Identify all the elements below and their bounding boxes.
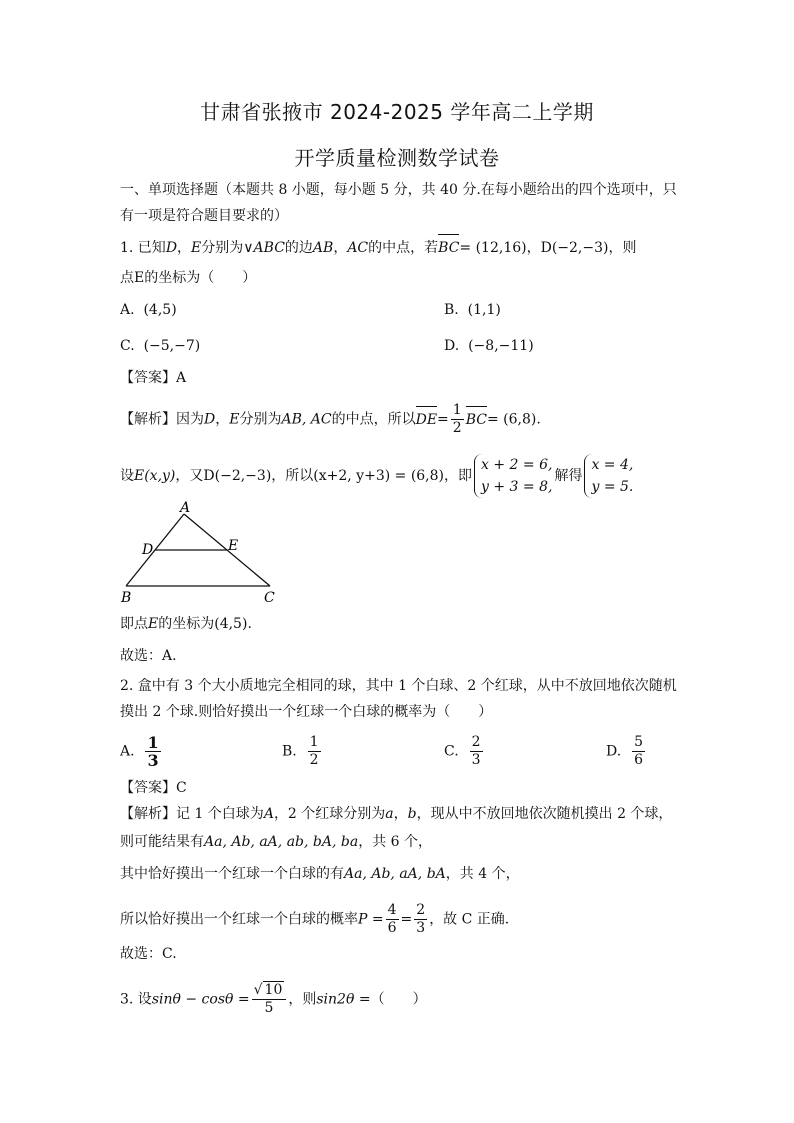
q3-stem: 3. 设sinθ − cosθ = $\frac{√ 10}{5}$ ，则sin2θ =（ ）	[120, 982, 427, 1016]
q2-answer: 【答案】C	[120, 780, 187, 796]
title-line-1: 甘肃省张掖市 2024-2025 学年高二上学期	[200, 100, 594, 124]
q2-analysis-line-1: 【解析】记 1 个白球为A，2 个红球分别为a，b，现从中不放回地依次随机摸出 2 个球，	[120, 806, 673, 822]
q1-stem-line-2: 点E的坐标为（ ）	[120, 270, 257, 286]
q1-analysis-line-3: 即点E的坐标为(4,5).	[120, 616, 252, 632]
q1-stem-line-1: 1. 已知D，E分别为∨ABC的边AB，AC的中点，若BC= (12,16)，D(−2,−3)，则	[120, 240, 637, 256]
q2-choose: 故选：C.	[120, 946, 177, 962]
q2-stem-line-1: 2. 盒中有 3 个大小质地完全相同的球，其中 1 个白球、2 个红球，从中不放回地依次随机	[120, 678, 677, 694]
vector-bc-2: BC	[465, 411, 487, 428]
q2-option-a: A. $\frac{1}{3}$	[120, 733, 159, 770]
q2-analysis-line-3: 其中恰好摸出一个红球一个白球的有Aa, Ab, aA, bA，共 4 个，	[120, 866, 520, 882]
q1-answer: 【答案】A	[120, 370, 187, 386]
triangle-figure	[118, 500, 288, 608]
section-heading-line-2: 有一项是符合题目要求的）	[120, 208, 288, 224]
q1-option-c: C. (−5,−7)	[120, 338, 201, 354]
title-line-2: 开学质量检测数学试卷	[294, 146, 500, 170]
q2-option-d: D. $\frac{5}{6}$	[606, 734, 644, 768]
q1-analysis-line-1: 【解析】因为D，E分别为AB, AC的中点，所以DE= $\frac{1}{2}$ BC= (6,8).	[120, 402, 541, 436]
q2-option-b: B. $\frac{1}{2}$	[282, 734, 319, 768]
fraction-one-half: $\frac{1}{2}$	[452, 402, 462, 436]
q1-option-d: D. (−8,−11)	[444, 338, 534, 354]
q1-option-b: B. (1,1)	[444, 302, 501, 318]
label-a: A	[180, 500, 191, 516]
q2-option-c: C. $\frac{2}{3}$	[444, 734, 481, 768]
equation-system-2: x = 4, y = 5.	[584, 454, 633, 498]
q1-option-a: A. (4,5)	[120, 302, 177, 318]
q1-choose: 故选：A.	[120, 648, 177, 664]
label-c: C	[264, 590, 275, 606]
q2-analysis-line-4: 所以恰好摸出一个红球一个白球的概率P = $\frac{4}{6}$ = $\frac{2}{3}$ ，故 C 正确.	[120, 902, 510, 936]
label-b: B	[121, 590, 132, 606]
section-heading-line-1: 一、单项选择题（本题共 8 小题，每小题 5 分，共 40 分.在每小题给出的四个选项中，只	[120, 182, 677, 198]
label-d: D	[142, 542, 154, 558]
q2-stem-line-2: 摸出 2 个球.则恰好摸出一个红球一个白球的概率为（ ）	[120, 704, 493, 720]
fraction-sqrt10-over-5: $\frac{√ 10}{5}$	[252, 982, 287, 1017]
q2-analysis-line-2: 则可能结果有Aa, Ab, aA, ab, bA, ba，共 6 个，	[120, 834, 432, 850]
label-e: E	[228, 538, 239, 554]
vector-de: DE	[415, 411, 438, 428]
vector-bc: BC	[438, 240, 460, 256]
q1-analysis-line-2: 设E(x,y)，又D(−2,−3)，所以(x+2, y+3) = (6,8)，即 x + 2 = 6, y + 3 = 8, 解得 x = 4, y = 5.	[120, 454, 635, 498]
equation-system-1: x + 2 = 6, y + 3 = 8,	[474, 454, 552, 498]
